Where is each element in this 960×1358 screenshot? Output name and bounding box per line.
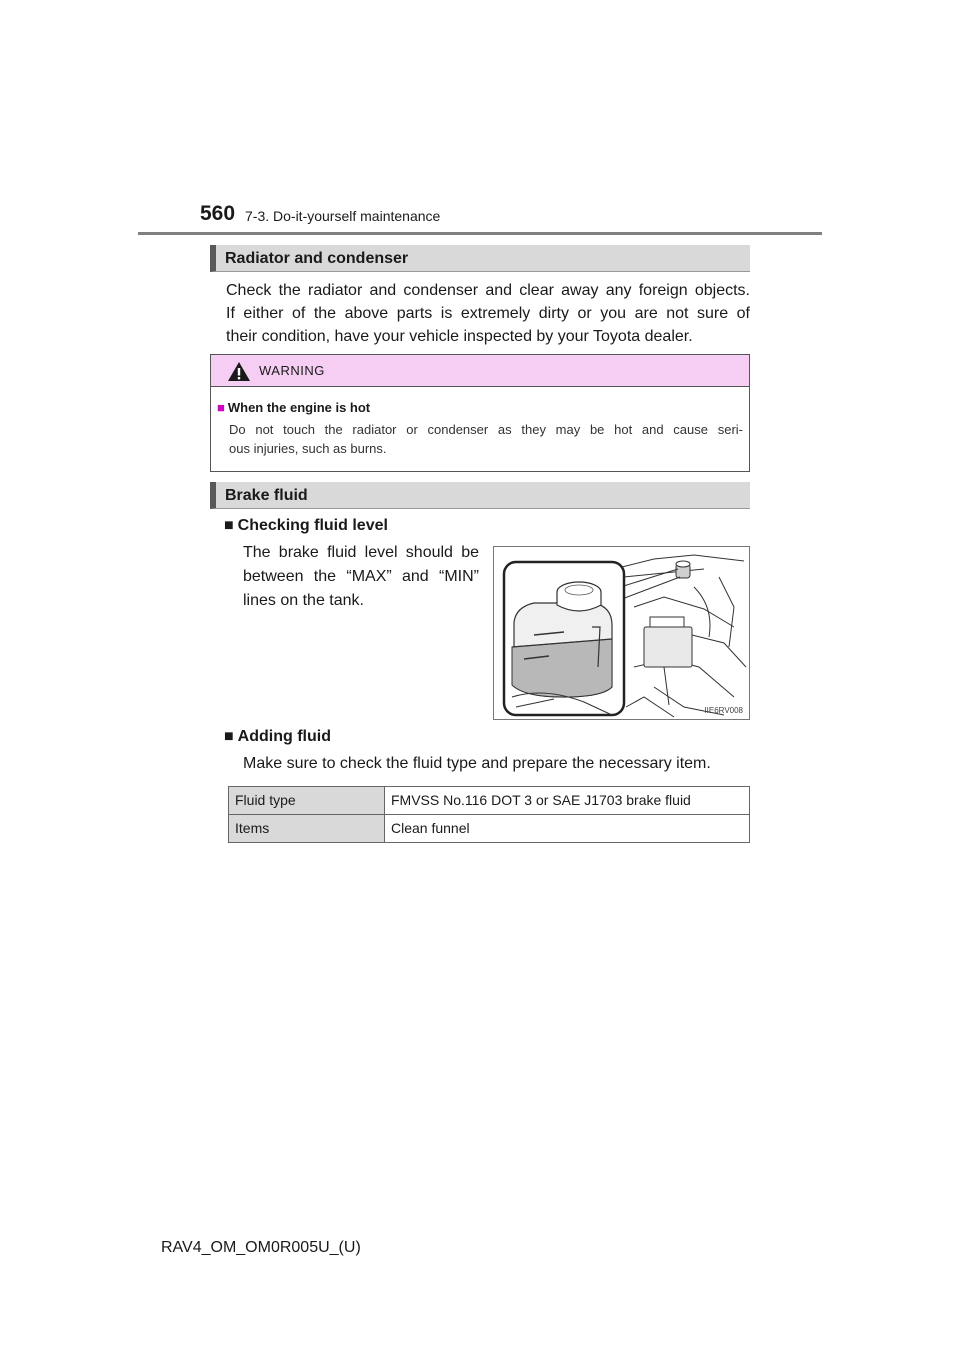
warning-header xyxy=(211,355,749,387)
footer-document-code: RAV4_OM_OM0R005U_(U) xyxy=(161,1239,361,1256)
table-row xyxy=(229,787,750,815)
square-bullet-icon: ■ xyxy=(224,517,234,534)
adding-fluid-heading xyxy=(224,727,331,747)
checking-line-3: lines on the tank. xyxy=(243,592,364,609)
checking-line-2: between the “MAX” and “MIN” xyxy=(243,568,479,585)
table-cell-value: Clean funnel xyxy=(385,815,750,843)
warning-line-1: Do not touch the radiator or condenser as they may be hot and cause seri- xyxy=(229,422,743,437)
brake-fluid-table xyxy=(228,786,750,843)
checking-line-1: The brake fluid level should be xyxy=(243,544,479,561)
table-row xyxy=(229,815,750,843)
adding-fluid-line: Make sure to check the fluid type and prepare the necessary item. xyxy=(243,755,711,772)
warning-label: WARNING xyxy=(259,363,325,378)
warning-box xyxy=(210,354,750,472)
figure-code: IIE6RV008 xyxy=(704,706,743,715)
radiator-line-1: Check the radiator and condenser and clear away any foreign objects. xyxy=(226,282,750,299)
engine-bay-drawing xyxy=(494,547,750,720)
adding-fluid-paragraph xyxy=(243,752,753,775)
brake-section-heading xyxy=(210,482,750,509)
warning-line-2: ous injuries, such as burns. xyxy=(229,441,387,456)
square-bullet-icon: ■ xyxy=(224,728,234,745)
radiator-heading-text: Radiator and condenser xyxy=(225,250,409,267)
warning-body xyxy=(229,420,743,458)
adding-fluid-text: Adding fluid xyxy=(237,728,331,745)
checking-level-heading xyxy=(224,516,388,536)
page-number: 560 xyxy=(200,202,236,225)
magenta-square-icon: ■ xyxy=(217,400,225,415)
brake-heading-text: Brake fluid xyxy=(225,487,308,504)
section-title: 7-3. Do-it-yourself maintenance xyxy=(245,208,441,224)
radiator-line-2: If either of the above parts is extremely dirty or you are not sure of xyxy=(226,305,750,322)
table-cell-value: FMVSS No.116 DOT 3 or SAE J1703 brake fluid xyxy=(385,787,750,815)
table-cell-label: Items xyxy=(229,815,385,843)
checking-paragraph xyxy=(243,541,479,613)
warning-subheading xyxy=(217,400,370,416)
checking-level-text: Checking fluid level xyxy=(237,517,388,534)
brake-reservoir-illustration xyxy=(493,546,750,720)
header-divider xyxy=(138,232,822,235)
warning-triangle-icon xyxy=(227,361,251,382)
radiator-line-3: their condition, have your vehicle inspected by your Toyota dealer. xyxy=(226,328,693,345)
warning-subheading-text: When the engine is hot xyxy=(227,400,371,415)
table-cell-label: Fluid type xyxy=(229,787,385,815)
radiator-paragraph xyxy=(226,279,750,348)
radiator-section-heading xyxy=(210,245,750,272)
